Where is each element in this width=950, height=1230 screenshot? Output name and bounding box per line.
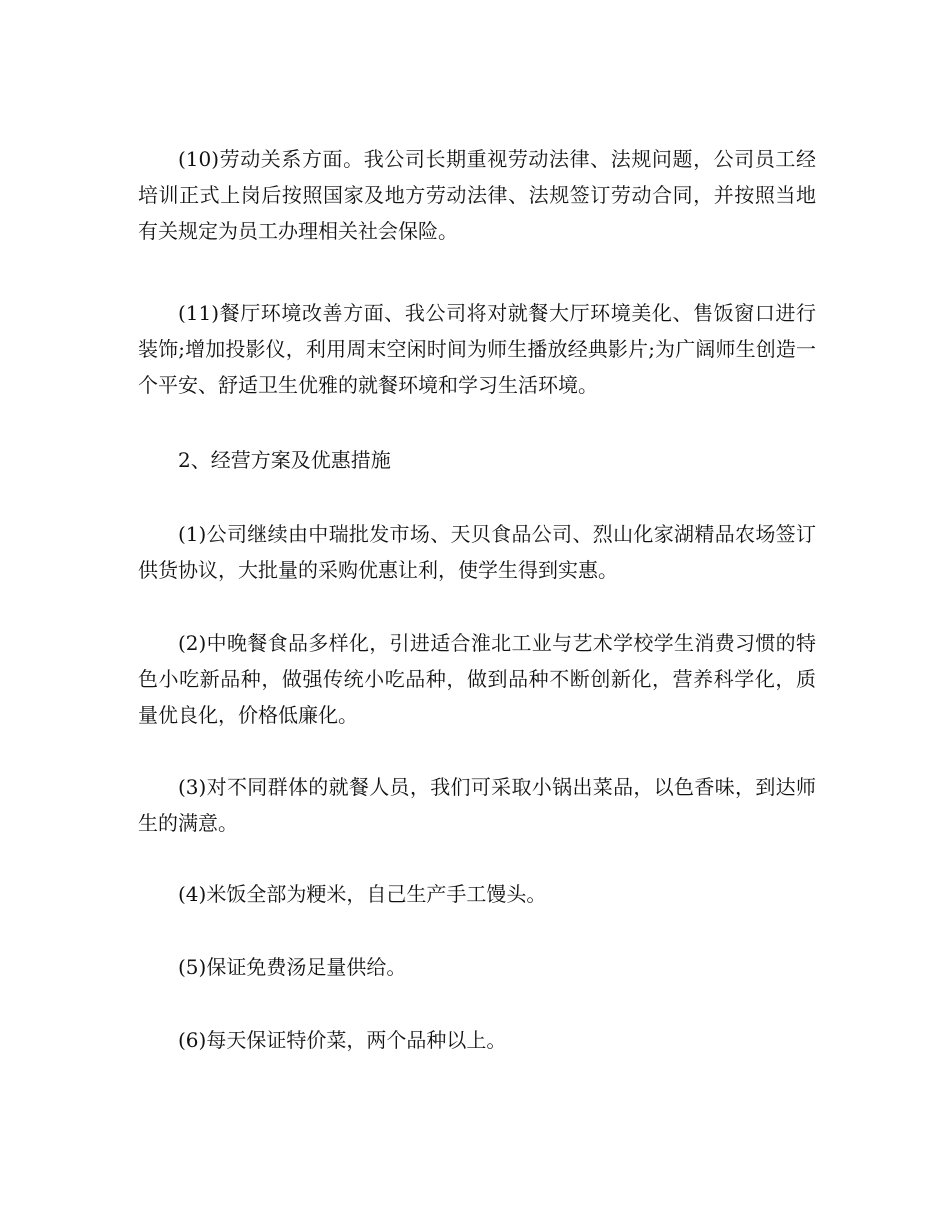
- paragraph-free-soup: (5)保证免费汤足量供给。: [178, 955, 407, 979]
- paragraph-dining-environment: (11)餐厅环境改善方面、我公司将对就餐大厅环境美化、售饭窗口进行装饰;增加投影仪，利用周末空闲时间为师生播放经典影片;为广阔师生创造一个平安、舒适卫生优雅的就餐环境和学习生活环境。: [138, 301, 816, 397]
- section-heading-business-plan: 2、经营方案及优惠措施: [178, 448, 391, 472]
- paragraph-labor-relations: (10)劳动关系方面。我公司长期重视劳动法律、法规问题，公司员工经培训正式上岗后按照国家及地方劳动法律、法规签订劳动合同，并按照当地有关规定为员工办理相关社会保险。: [138, 147, 816, 243]
- paragraph-food-variety: (2)中晚餐食品多样化，引进适合淮北工业与艺术学校学生消费习惯的特色小吃新品种，做强传统小吃品种，做到品种不断创新化，营养科学化，质量优良化，价格低廉化。: [138, 631, 816, 727]
- paragraph-special-dishes: (6)每天保证特价菜，两个品种以上。: [178, 1028, 507, 1052]
- paragraph-supply-agreement: (1)公司继续由中瑞批发市场、天贝食品公司、烈山化家湖精品农场签订供货协议，大批量的采购优惠让利，使学生得到实惠。: [138, 522, 816, 582]
- paragraph-small-pot-dishes: (3)对不同群体的就餐人员，我们可采取小锅出菜品，以色香味，到达师生的满意。: [138, 775, 816, 835]
- paragraph-rice-and-buns: (4)米饭全部为粳米，自己生产手工馒头。: [178, 882, 547, 906]
